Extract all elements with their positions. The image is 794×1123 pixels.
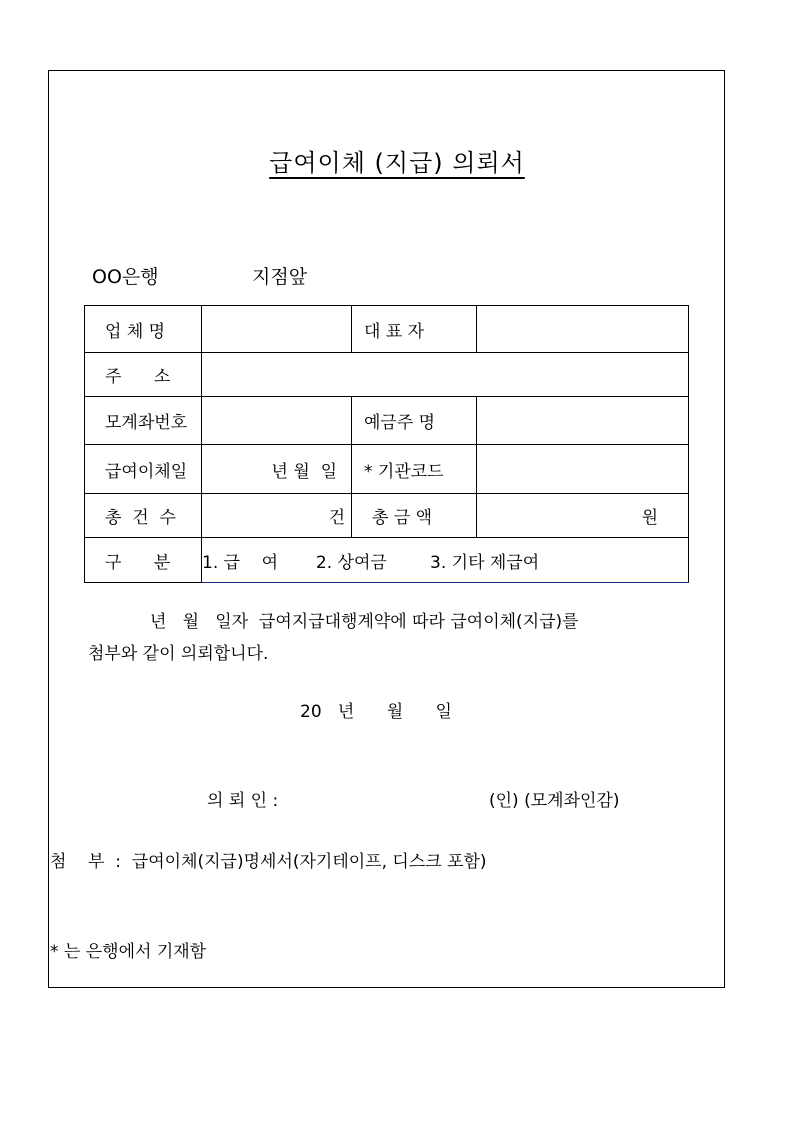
branch-name: 지점앞 <box>252 266 308 288</box>
table-row <box>85 538 689 583</box>
total-amount-field[interactable]: 원 <box>477 494 689 538</box>
representative-field[interactable] <box>477 306 689 353</box>
request-paragraph <box>88 606 579 670</box>
address-field[interactable] <box>202 353 689 397</box>
bank-name: OO은행 <box>92 266 159 288</box>
transfer-date-field[interactable]: 년 월 일 <box>202 445 352 494</box>
total-count-label: 총 건 수 <box>85 494 202 538</box>
category-options[interactable]: 1. 급 여 2. 상여금 3. 기타 제급여 <box>202 538 689 583</box>
institution-code-label: * 기관코드 <box>352 445 477 494</box>
seal-label: (인) (모계좌인감) <box>489 791 620 811</box>
address-label: 주 소 <box>85 353 202 397</box>
document-title: 급여이체 (지급) 의뢰서 <box>269 149 525 177</box>
total-count-field[interactable]: 건 <box>202 494 352 538</box>
depositor-field[interactable] <box>477 397 689 445</box>
request-date: 20 년 월 일 <box>300 702 452 722</box>
account-label: 모계좌번호 <box>85 397 202 445</box>
representative-label: 대 표 자 <box>352 306 477 353</box>
document-title-wrap <box>0 143 794 178</box>
total-amount-label: 총 금 액 <box>352 494 477 538</box>
attachment-line: 첨 부 : 급여이체(지급)명세서(자기테이프, 디스크 포함) <box>50 852 487 872</box>
table-row <box>85 306 689 353</box>
request-form-table <box>84 305 689 583</box>
company-label: 업 체 명 <box>85 306 202 353</box>
bank-note: * 는 은행에서 기재함 <box>50 942 207 962</box>
institution-code-field[interactable] <box>477 445 689 494</box>
category-label: 구 분 <box>85 538 202 583</box>
account-field[interactable] <box>202 397 352 445</box>
transfer-date-label: 급여이체일 <box>85 445 202 494</box>
requester-label: 의 뢰 인 : <box>207 791 279 811</box>
paragraph-line-2: 첨부와 같이 의뢰합니다. <box>88 644 269 664</box>
table-row <box>85 353 689 397</box>
depositor-label: 예금주 명 <box>352 397 477 445</box>
table-row <box>85 397 689 445</box>
company-field[interactable] <box>202 306 352 353</box>
table-row <box>85 445 689 494</box>
table-row <box>85 494 689 538</box>
paragraph-line-1: 년 월 일자 급여지급대행계약에 따라 급여이체(지급)를 <box>150 612 579 632</box>
